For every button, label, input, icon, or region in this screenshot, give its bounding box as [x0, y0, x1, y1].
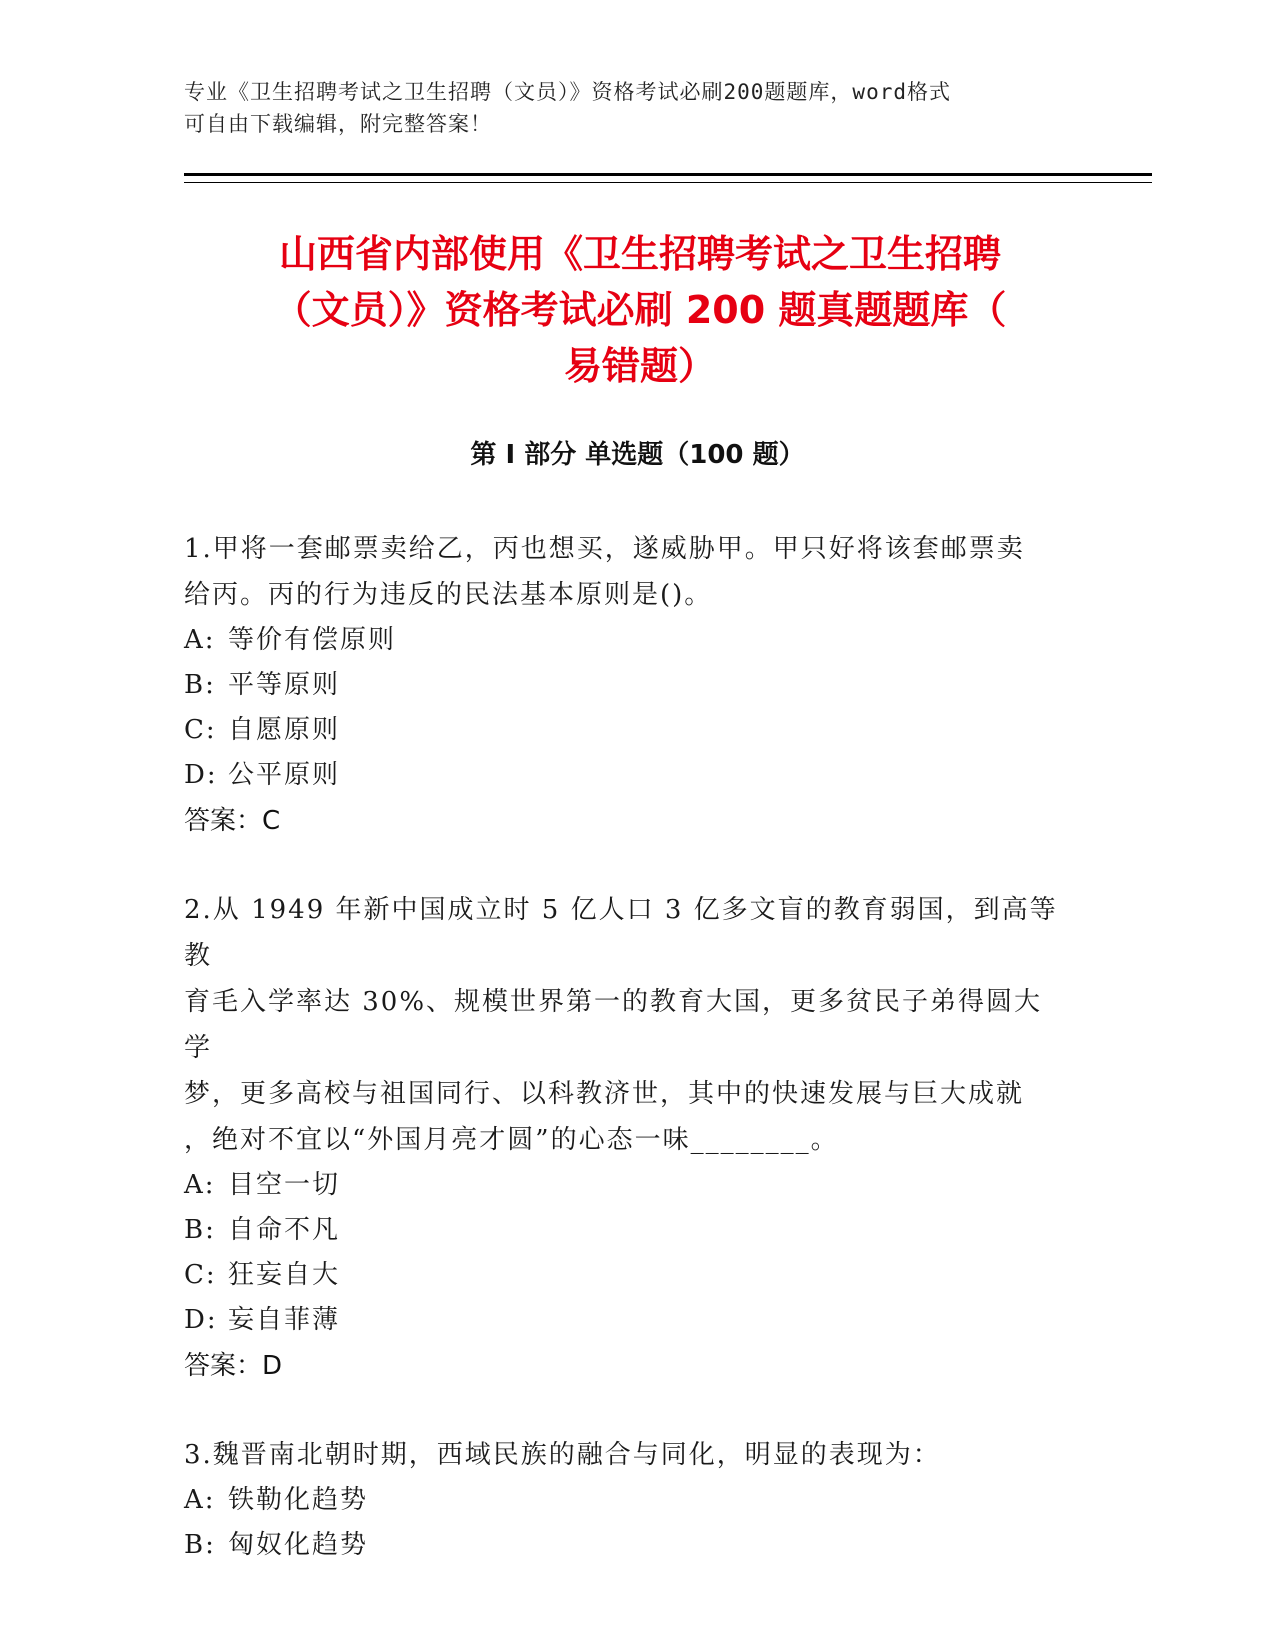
option-text: 公平原则: [228, 760, 341, 790]
option-d: [184, 753, 1064, 798]
header-divider-thin: [184, 182, 1152, 183]
section-title: 第 I 部分 单选题（100 题）: [470, 440, 805, 470]
option-b: [184, 1208, 1064, 1253]
answer-line: 答案：D: [184, 1351, 283, 1381]
option-c: [184, 708, 1064, 753]
option-letter: D:: [184, 760, 218, 790]
option-a: [184, 1163, 1064, 1208]
option-a: [184, 1478, 1064, 1523]
header-divider-thick: [184, 173, 1152, 176]
option-c: [184, 1253, 1064, 1298]
option-text: 自愿原则: [228, 715, 341, 745]
document-title-line: （文员）》资格考试必刷 200 题真题题库（: [273, 288, 1007, 332]
option-text: 匈奴化趋势: [228, 1530, 369, 1560]
answer-line: 答案：C: [184, 806, 281, 836]
question-stem: 3.魏晋南北朝时期，西域民族的融合与同化，明显的表现为：: [184, 1440, 941, 1470]
question-stem: 育毛入学率达 30%、规模世界第一的教育大国，更多贫民子弟得圆大学: [184, 987, 1043, 1063]
option-letter: B:: [184, 1215, 216, 1245]
option-letter: B:: [184, 1530, 216, 1560]
question-stem: 给丙。丙的行为违反的民法基本原则是()。: [184, 580, 713, 610]
document-title: [190, 226, 1090, 394]
header-note-line: 可自由下载编辑，附完整答案！: [184, 112, 492, 136]
option-text: 狂妄自大: [228, 1260, 341, 1290]
option-a: [184, 618, 1064, 663]
option-b: [184, 663, 1064, 708]
option-letter: C:: [184, 715, 217, 745]
option-d: [184, 1298, 1064, 1343]
header-note-line: 专业《卫生招聘考试之卫生招聘（文员）》资格考试必刷200题题库，word格式: [184, 80, 951, 104]
option-text: 目空一切: [228, 1170, 341, 1200]
header-note: [184, 76, 1064, 140]
document-title-line: 易错题）: [563, 344, 716, 388]
question-stem: 2.从 1949 年新中国成立时 5 亿人口 3 亿多文盲的教育弱国，到高等教: [184, 895, 1058, 971]
question-list: [184, 526, 1064, 1611]
option-text: 妄自菲薄: [228, 1305, 341, 1335]
option-letter: A:: [184, 1170, 216, 1200]
question-2: [184, 887, 1064, 1389]
option-letter: C:: [184, 1260, 217, 1290]
question-stem: 梦，更多高校与祖国同行、以科教济世，其中的快速发展与巨大成就: [184, 1079, 1025, 1109]
option-letter: D:: [184, 1305, 218, 1335]
option-text: 等价有偿原则: [228, 625, 397, 655]
document-title-line: 山西省内部使用《卫生招聘考试之卫生招聘: [278, 232, 1001, 276]
option-text: 铁勒化趋势: [228, 1485, 369, 1515]
option-text: 平等原则: [228, 670, 341, 700]
question-3: [184, 1432, 1064, 1568]
option-letter: A:: [184, 625, 216, 655]
option-letter: B:: [184, 670, 216, 700]
option-b: [184, 1523, 1064, 1568]
question-stem: 1.甲将一套邮票卖给乙，丙也想买，遂威胁甲。甲只好将该套邮票卖: [184, 534, 1025, 564]
option-text: 自命不凡: [228, 1215, 341, 1245]
option-letter: A:: [184, 1485, 216, 1515]
question-stem: ，绝对不宜以“外国月亮才圆”的心态一味________。: [184, 1125, 839, 1155]
question-1: [184, 526, 1064, 844]
